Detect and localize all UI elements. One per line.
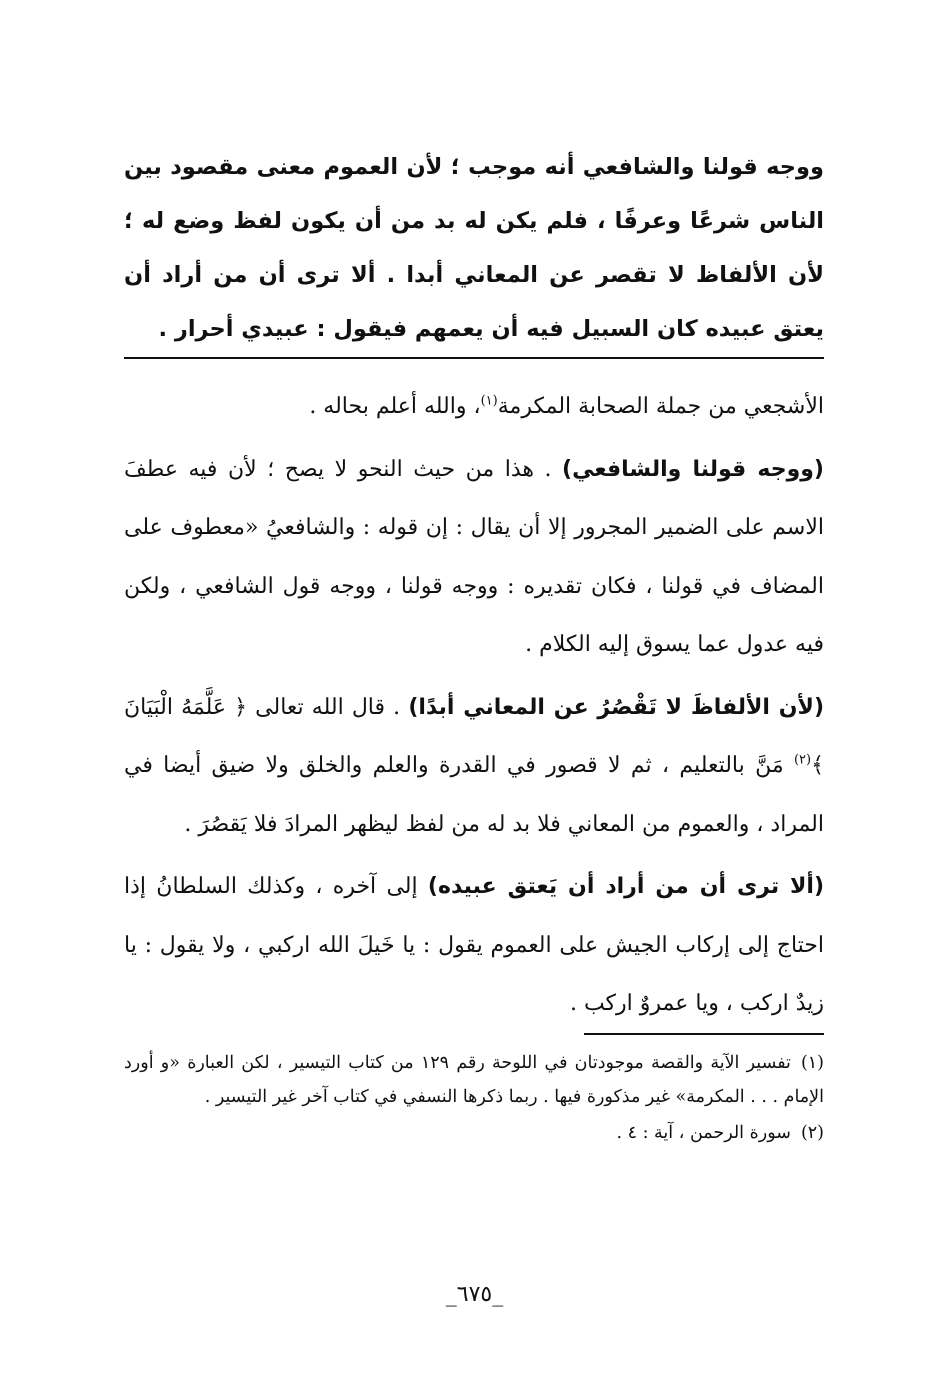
footnote-ref-1: (١) (480, 393, 498, 409)
commentary-paragraph-4 (124, 858, 824, 1034)
quoted-matn: (ألا ترى أن من أراد أن يَعتق عبيده) (427, 874, 825, 899)
commentary-paragraph-3 (124, 679, 824, 855)
footnote-number: (١) (800, 1053, 824, 1073)
footnote-1 (124, 1046, 824, 1114)
commentary-text: . قال الله تعالى ﴿ عَلَّمَهُ الْبَيَانَ ﴾ (124, 694, 824, 778)
quoted-matn: (ووجه قولنا والشافعي) (562, 456, 824, 482)
commentary-text: إلى آخره ، وكذلك السلطانُ إذا احتاج إلى إركاب الجيش على العموم يقول : يا خَيلَ الله اركبي ، ولا يقول : يا زيدٌ اركب ، ويا عمروٌ اركب . (124, 874, 824, 1016)
main-text-paragraph: ووجه قولنا والشافعي أنه موجب ؛ لأن العموم معنى مقصود بين الناس شرعًا وعرفًا ، فلم يكن له بد من أن يكون لفظ وضع له ؛ لأن الألفاظ لا تقصر عن المعاني أبدا . ألا ترى أن من أراد أن يعتق عبيده كان السبيل فيه أن يعمهم فيقول : عبيدي أحرار . (124, 154, 824, 342)
page-number: _٦٧٥_ (445, 1282, 504, 1307)
commentary-text: الأشجعي من جملة الصحابة المكرمة (497, 394, 824, 419)
commentary-paragraph-1 (124, 378, 824, 437)
main-text (124, 140, 824, 356)
commentary-text: ، والله أعلم بحاله . (309, 394, 481, 419)
commentary-text: مَنَّ بالتعليم ، ثم لا قصور في القدرة والعلم والخلق ولا ضيق أيضا في المراد ، والعموم من المعاني فلا بد له من لفظ ليظهر المرادَ فلا يَقصُرَ . (124, 753, 824, 837)
footnote-number: (٢) (800, 1123, 824, 1143)
footnote-text: تفسير الآية والقصة موجودتان في اللوحة رقم ١٢٩ من كتاب التيسير ، لكن العبارة «و أورد الإمام . . . المكرمة» غير مذكورة فيها . ربما ذكرها النسفي في كتاب آخر غير التيسير . (124, 1053, 824, 1107)
commentary (124, 378, 824, 1038)
footnote-text: سورة الرحمن ، آية : ٤ . (616, 1123, 791, 1143)
main-text-divider (124, 357, 824, 359)
commentary-paragraph-2 (124, 441, 824, 675)
footnote-2 (124, 1116, 824, 1150)
footnotes (124, 1046, 824, 1152)
commentary-text: . هذا من حيث النحو لا يصح ؛ لأن فيه عطفَ الاسم على الضمير المجرور إلا أن يقال : إن قوله : والشافعيُ «معطوف على المضاف في قولنا ، فكان تقديره : ووجه قولنا ، ووجه قول الشافعي ، ولكن فيه عدول عما يسوق إليه الكلام . (124, 456, 824, 657)
footnote-ref-2: (٢) (793, 752, 812, 768)
quoted-matn: (لأن الألفاظَ لا تَقْصُرُ عن المعاني أبدًا) (408, 694, 824, 720)
footnote-divider (584, 1033, 824, 1035)
